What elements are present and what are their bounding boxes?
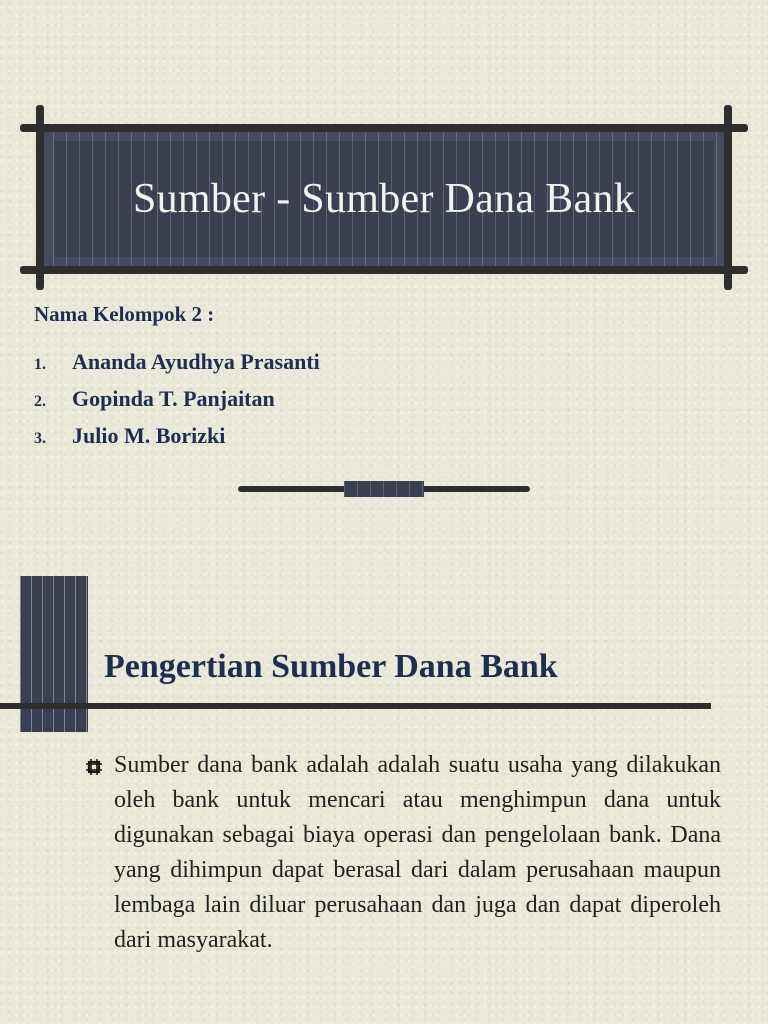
member-name: Julio M. Borizki	[72, 423, 226, 448]
title-banner	[40, 127, 728, 271]
list-number: 2.	[34, 393, 46, 410]
square-bullet-icon	[86, 759, 102, 775]
list-number: 3.	[34, 430, 46, 447]
group-label: Nama Kelompok 2 :	[34, 302, 215, 326]
divider-ornament	[344, 481, 424, 497]
definition-paragraph: Sumber dana bank adalah adalah suatu usaha yang dilakukan oleh bank untuk mencari atau menghimpun dana untuk digunakan sebagai biaya operasi dan pengelolaan bank. Dana yang dihimpun dapat berasal dari dalam perusahaan maupun lembaga lain diluar perusahaan dan juga dan dapat diperoleh dari masyarakat.	[114, 752, 721, 953]
list-item	[34, 349, 320, 386]
banner-frame-bottom	[20, 266, 748, 274]
member-list	[34, 349, 320, 460]
section-heading: Pengertian Sumber Dana Bank	[104, 648, 558, 685]
banner-frame-top	[20, 124, 748, 132]
list-number: 1.	[34, 356, 46, 373]
slide-title: Sumber - Sumber Dana Bank	[132, 176, 636, 222]
member-name: Gopinda T. Panjaitan	[72, 386, 275, 411]
list-item	[34, 386, 320, 423]
member-name: Ananda Ayudhya Prasanti	[72, 349, 320, 374]
heading-rule	[0, 703, 711, 709]
banner-frame-right	[724, 105, 732, 290]
banner-frame-left	[36, 105, 44, 290]
list-item	[34, 423, 320, 460]
